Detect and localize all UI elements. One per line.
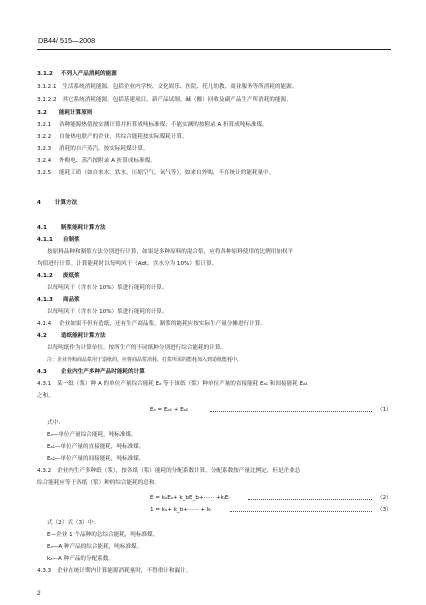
paragraph-line (37, 393, 393, 400)
clause-3-2-2 (37, 134, 393, 141)
definition-line (47, 444, 403, 451)
definition-line (47, 456, 403, 463)
clause-text: 自备热电联产的企业，其综合能耗按实际煤耗计算。 (59, 134, 188, 140)
clause-text: 生活系统消耗能源。包括企业内学校、文化娱乐、医院、托儿幼教、商业服务等所消耗的能源。 (62, 84, 298, 90)
clause-number: 3.1.2.1 (37, 84, 57, 90)
clause-text: 外购电、蒸汽按附录 A 折算成标准煤。 (59, 158, 156, 164)
clause-number: 4.3.1 (37, 381, 52, 387)
clause-4-1-3 (37, 297, 393, 304)
section-title: 计算方法 (54, 200, 78, 206)
clause-number: 4.1 (37, 225, 47, 231)
clause-3-2-4 (37, 158, 393, 165)
clause-number: 3.2.1 (37, 122, 52, 128)
definition-text: E—企业 1 个品种的总综合能耗，吨标准煤。 (47, 532, 159, 538)
clause-number: 3.2.4 (37, 158, 52, 164)
clause-title: 商品浆 (62, 297, 80, 303)
clause-3-2 (37, 110, 393, 117)
paragraph-line (47, 520, 403, 527)
paragraph-line (37, 261, 393, 268)
clause-number: 4.2 (37, 333, 47, 339)
clause-text: 各种能源热值按实测计算并折算成吨标准煤；不能实测的按附录 A 折算成吨标准煤。 (59, 122, 268, 128)
clause-4-1-1 (37, 237, 393, 244)
definition-line (47, 544, 403, 551)
clause-text: 企业内生产多种纸（浆），按各纸（浆）能耗的分配系数计算，分配系数按产量比例定，但是企业总 (57, 468, 301, 474)
section-4-heading (37, 200, 393, 207)
clause-title: 造纸能耗计算方法 (60, 333, 106, 339)
definition-text: kₐ—A 种产品的分配系数。 (47, 556, 114, 562)
clause-3-1-2-1 (37, 84, 393, 91)
clause-number: 3.2.5 (37, 170, 52, 176)
paragraph-text: 按原料品种和制浆方法分别进行计算，如果是多种原料的混合浆，应将各种原料使用的比例用加权平 (47, 249, 294, 255)
definition-text: Eₐ—A 种产品的综合能耗，吨标准煤。 (47, 544, 143, 550)
note-line (47, 357, 403, 364)
clause-4-1 (37, 225, 393, 232)
clause-3-1-2 (37, 71, 393, 78)
clause-3-2-5 (37, 170, 393, 177)
paragraph-text: 式（2）式（3）中： (47, 520, 99, 526)
clause-text: 消耗的自产蒸汽，按实际耗煤计算。 (59, 146, 149, 152)
page-number: 2 (37, 590, 41, 597)
clause-4-1-4 (37, 321, 393, 328)
paragraph-text: 式中： (47, 420, 64, 426)
paragraph-line (47, 309, 403, 316)
note-text: 注：企业外购商品浆用于造纸的，应将商品浆消耗、打浆所需的能耗加入到造纸能耗中。 (47, 357, 243, 363)
clause-number: 3.2.3 (37, 146, 52, 152)
clause-text: 其它系统消耗能源。包括基建项目、新产品试制、碱（酸）回收及副产品生产所消耗的能源。 (62, 97, 292, 103)
paragraph-text: 均值进行计算。计算能耗时以每吨风干（Adt，含水分为 10%）浆计算。 (37, 261, 218, 267)
equation-text: Eₐ = Eₐ₁ + Eₐ₂ (150, 407, 189, 413)
equation-2-number: （2） (377, 495, 392, 501)
paragraph-text: 以每吨纸作为计算单位。按所生产的不同纸种分别进行综合能耗的计算。 (47, 345, 227, 351)
clause-title: 废纸浆 (62, 273, 80, 279)
equation-3 (150, 507, 211, 514)
equation-2-leader (248, 499, 372, 500)
equation-3-number: （3） (377, 507, 392, 513)
definition-text: Eₐ₁—单位产量的直接能耗，吨标准煤。 (47, 444, 145, 450)
clause-number: 3.1.2.2 (37, 97, 57, 103)
clause-title: 能耗计算原则 (58, 110, 93, 116)
clause-title: 自制浆 (62, 237, 80, 243)
clause-number: 4.3 (37, 369, 47, 375)
clause-title: 不列入产品消耗的能源 (60, 71, 117, 77)
clause-number: 4.1.3 (37, 297, 53, 303)
clause-title: 企业内生产多种产品时能耗的计算 (60, 369, 145, 375)
clause-number: 3.2 (37, 110, 47, 116)
paragraph-line (47, 285, 403, 292)
equation-text: E = kₐEₐ+ k_bE_b+······ +kᵢEᵢ (150, 495, 230, 501)
definition-text: Eₐ—单位产量综合能耗，吨标准煤。 (47, 432, 137, 438)
paragraph-line (47, 249, 403, 256)
clause-number: 4.1.1 (37, 237, 53, 243)
definition-line (47, 432, 403, 439)
clause-3-2-3 (37, 146, 393, 153)
clause-3-1-2-2 (37, 97, 393, 104)
clause-number: 3.1.2 (37, 71, 53, 77)
clause-text: 某一纸（浆）种 A 的单位产量综合能耗 Eₐ 等于该纸（浆）种单位产量的直接能耗 Eₐ₁ 和间接能耗 Eₐ₂ (57, 381, 308, 387)
equation-1-leader (210, 411, 372, 412)
clause-4-3-2 (37, 468, 393, 475)
section-number: 4 (37, 200, 41, 206)
clause-text: 企业如果不但有造纸，还有生产商品浆，制浆的能耗应按实际生产量分摊进行计算。 (59, 321, 266, 327)
clause-text: 能耗工质（如自来水、软水、压缩空气、氧气等），如来自外购，不在统计的能耗量中。 (59, 170, 275, 176)
clause-number: 4.1.4 (37, 321, 52, 327)
clause-text: 企业在统计期内计算能源消耗量时，不得重计和漏计。 (57, 568, 192, 574)
paragraph-line (47, 420, 403, 427)
clause-4-3-3 (37, 568, 393, 575)
equation-2 (150, 495, 229, 502)
paragraph-text: 以每吨风干（含水分 10%）浆进行能耗的计算。 (47, 309, 168, 315)
equation-text: 1 = kₐ+ k_b+······ + kᵢ (150, 507, 212, 513)
clause-3-2-1 (37, 122, 393, 129)
clause-4-3-1 (37, 381, 393, 388)
clause-4-1-2 (37, 273, 393, 280)
definition-text: Eₐ₂—单位产量的间接能耗，吨标准煤。 (47, 456, 145, 462)
clause-title: 制浆能耗计算方法 (60, 225, 106, 231)
clause-4-2 (37, 333, 393, 340)
clause-4-3 (37, 369, 393, 376)
paragraph-text: 综合能耗应等于各纸（浆）种的综合能耗的总和。 (37, 480, 161, 486)
paragraph-line (47, 345, 403, 352)
definition-line (47, 532, 403, 539)
header-doc-code: DB44/ 515—2008 (38, 36, 96, 45)
clause-number: 4.1.2 (37, 273, 53, 279)
clause-number: 3.2.2 (37, 134, 52, 140)
paragraph-line (37, 480, 393, 487)
header-rule (37, 49, 391, 50)
paragraph-text: 之和。 (37, 393, 54, 399)
equation-1 (150, 407, 188, 414)
clause-number: 4.3.2 (37, 468, 52, 474)
definition-line (47, 556, 403, 563)
paragraph-text: 以每吨风干（含水分 10%）浆进行能耗的计算。 (47, 285, 168, 291)
equation-1-number: （1） (377, 407, 392, 413)
equation-3-leader (230, 511, 372, 512)
clause-number: 4.3.3 (37, 568, 52, 574)
